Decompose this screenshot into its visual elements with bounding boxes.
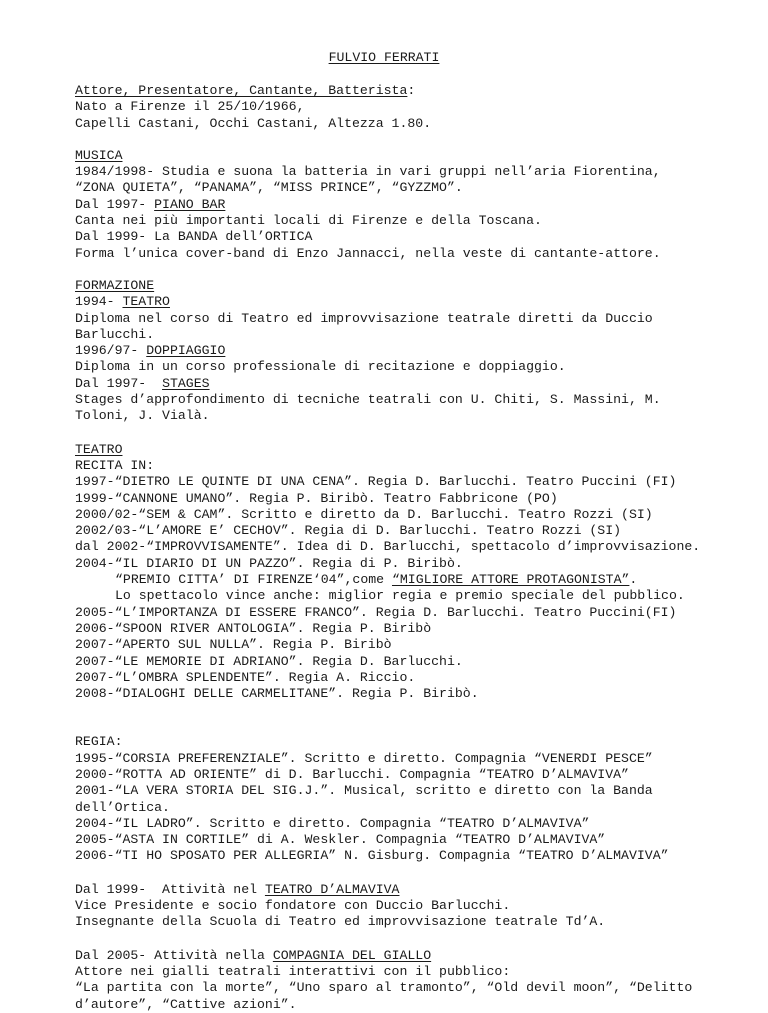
musica-line: Forma l’unica cover-band di Enzo Jannacci, nella veste di cantante-attore.	[75, 245, 661, 261]
formazione-line: Diploma nel corso di Teatro ed improvvisazione teatrale diretti da Duccio Barlucchi.	[75, 310, 661, 342]
spacer	[75, 262, 765, 278]
formazione-prefix: Dal 1997-	[75, 375, 163, 391]
piano-bar-heading: PIANO BAR	[154, 196, 226, 212]
formazione-line	[75, 343, 765, 359]
intro-section	[75, 83, 765, 132]
features-line: Capelli Castani, Occhi Castani, Altezza 1.80.	[75, 115, 432, 131]
regia-item: 2005-“ASTA IN CORTILE” di A. Weskler. Compagnia “TEATRO D’ALMAVIVA”	[75, 832, 606, 848]
musica-line: “ZONA QUIETA”, “PANAMA”, “MISS PRINCE”, “GYZZMO”.	[75, 180, 463, 196]
formazione-line	[75, 294, 765, 310]
regia-item: 1995-“CORSIA PREFERENZIALE”. Scritto e diretto. Compagnia “VENERDI PESCE”	[75, 750, 653, 766]
spacer	[75, 931, 765, 948]
almaviva-line	[75, 882, 765, 898]
musica-line: Canta nei più importanti locali di Firenze e della Toscana.	[75, 213, 542, 229]
page-title	[0, 50, 768, 66]
spacer	[75, 865, 765, 882]
spacer	[75, 718, 765, 734]
formazione-line	[75, 376, 765, 392]
giallo-section	[75, 948, 765, 1013]
document-body	[75, 83, 765, 1013]
recita-label: RECITA IN:	[75, 457, 155, 473]
regia-item: 2001-“LA VERA STORIA DEL SIG.J.”. Musical, scritto e diretto con la Banda dell’Ortica.	[75, 783, 661, 815]
recita-item: 2000/02-“SEM & CAM”. Scritto e diretto da D. Barlucchi. Teatro Rozzi (SI)	[75, 506, 653, 522]
recita-item: 2008-“DIALOGHI DELLE CARMELITANE”. Regia P. Biribò.	[75, 686, 479, 702]
teatro-heading: TEATRO	[75, 441, 123, 457]
award-line	[75, 572, 765, 588]
spacer	[75, 702, 765, 718]
stages-subheading: STAGES	[162, 375, 210, 391]
regia-section	[75, 734, 765, 864]
almaviva-prefix: Dal 1999- Attività nel	[75, 881, 265, 897]
almaviva-line: Insegnante della Scuola di Teatro ed improvvisazione teatrale Td’A.	[75, 914, 606, 930]
almaviva-section	[75, 882, 765, 931]
musica-prefix: Dal 1997-	[75, 196, 155, 212]
recita-item: 2007-“LE MEMORIE DI ADRIANO”. Regia D. Barlucchi.	[75, 653, 463, 669]
musica-heading: MUSICA	[75, 147, 123, 163]
giallo-line: Attore nei gialli teatrali interattivi con il pubblico:	[75, 963, 511, 979]
formazione-heading: FORMAZIONE	[75, 277, 155, 293]
formazione-prefix: 1994-	[75, 294, 123, 310]
recita-item: 2002/03-“L’AMORE E’ CECHOV”. Regia di D. Barlucchi. Teatro Rozzi (SI)	[75, 523, 622, 539]
formazione-line: Stages d’approfondimento di tecniche teatrali con U. Chiti, S. Massini, M. Toloni, J. Vialà.	[75, 392, 669, 424]
award-suffix: .	[629, 572, 638, 588]
regia-item: 2000-“ROTTA AD ORIENTE” di D. Barlucchi. Compagnia “TEATRO D’ALMAVIVA”	[75, 766, 629, 782]
giallo-line	[75, 948, 765, 964]
roles-text: Attore, Presentatore, Cantante, Batterista	[75, 83, 408, 98]
recita-item: 2006-“SPOON RIVER ANTOLOGIA”. Regia P. Biribò	[75, 620, 432, 636]
formazione-line: Diploma in un corso professionale di recitazione e doppiaggio.	[75, 359, 566, 375]
birth-line: Nato a Firenze il 25/10/1966,	[75, 99, 305, 115]
recita-item: 2007-“APERTO SUL NULLA”. Regia P. Biribò	[75, 637, 392, 653]
formazione-prefix: 1996/97-	[75, 343, 147, 359]
giallo-title: COMPAGNIA DEL GIALLO	[272, 947, 432, 963]
musica-line: 1984/1998- Studia e suona la batteria in vari gruppi nell’aria Fiorentina,	[75, 164, 661, 180]
giallo-prefix: Dal 2005- Attività nella	[75, 947, 273, 963]
doppiaggio-subheading: DOPPIAGGIO	[146, 343, 226, 359]
recita-item: 1999-“CANNONE UMANO”. Regia P. Biribò. Teatro Fabbricone (PO)	[75, 490, 558, 506]
recita-item: dal 2002-“IMPROVVISAMENTE”. Idea di D. Barlucchi, spettacolo d’improvvisazione.	[75, 539, 701, 555]
regia-item: 2004-“IL LADRO”. Scritto e diretto. Compagnia “TEATRO D’ALMAVIVA”	[75, 815, 590, 831]
musica-section	[75, 148, 765, 262]
award-prefix: “PREMIO CITTA’ DI FIRENZE‘04”,come	[115, 572, 392, 588]
recita-item: 1997-“DIETRO LE QUINTE DI UNA CENA”. Regia D. Barlucchi. Teatro Puccini (FI)	[75, 474, 677, 490]
roles-colon: :	[407, 83, 416, 98]
recita-item: 2005-“L’IMPORTANZA DI ESSERE FRANCO”. Regia D. Barlucchi. Teatro Puccini(FI)	[75, 604, 677, 620]
roles-line	[75, 83, 765, 99]
almaviva-title: TEATRO D’ALMAVIVA	[264, 881, 400, 897]
regia-heading: REGIA:	[75, 734, 123, 750]
award-note: Lo spettacolo vince anche: miglior regia e premio speciale del pubblico.	[115, 588, 685, 604]
spacer	[75, 132, 765, 148]
giallo-line: “La partita con la morte”, “Uno sparo al tramonto”, “Old devil moon”, “Delitto d’autore”, “Cattive azioni”.	[75, 980, 701, 1012]
musica-line: Dal 1999- La BANDA dell’ORTICA	[75, 229, 313, 245]
spacer	[75, 425, 765, 442]
recita-item: 2004-“IL DIARIO DI UN PAZZO”. Regia di P. Biribò.	[75, 555, 463, 571]
regia-item: 2006-“TI HO SPOSATO PER ALLEGRIA” N. Gisburg. Compagnia “TEATRO D’ALMAVIVA”	[75, 848, 669, 864]
teatro-subheading: TEATRO	[122, 294, 170, 310]
recita-item: 2007-“L’OMBRA SPLENDENTE”. Regia A. Riccio.	[75, 669, 416, 685]
award-title: “MIGLIORE ATTORE PROTAGONISTA”	[391, 572, 630, 588]
formazione-section	[75, 278, 765, 425]
name-heading: FULVIO FERRATI	[328, 50, 440, 65]
musica-line	[75, 197, 765, 213]
teatro-section	[75, 442, 765, 703]
almaviva-line: Vice Presidente e socio fondatore con Duccio Barlucchi.	[75, 898, 511, 914]
